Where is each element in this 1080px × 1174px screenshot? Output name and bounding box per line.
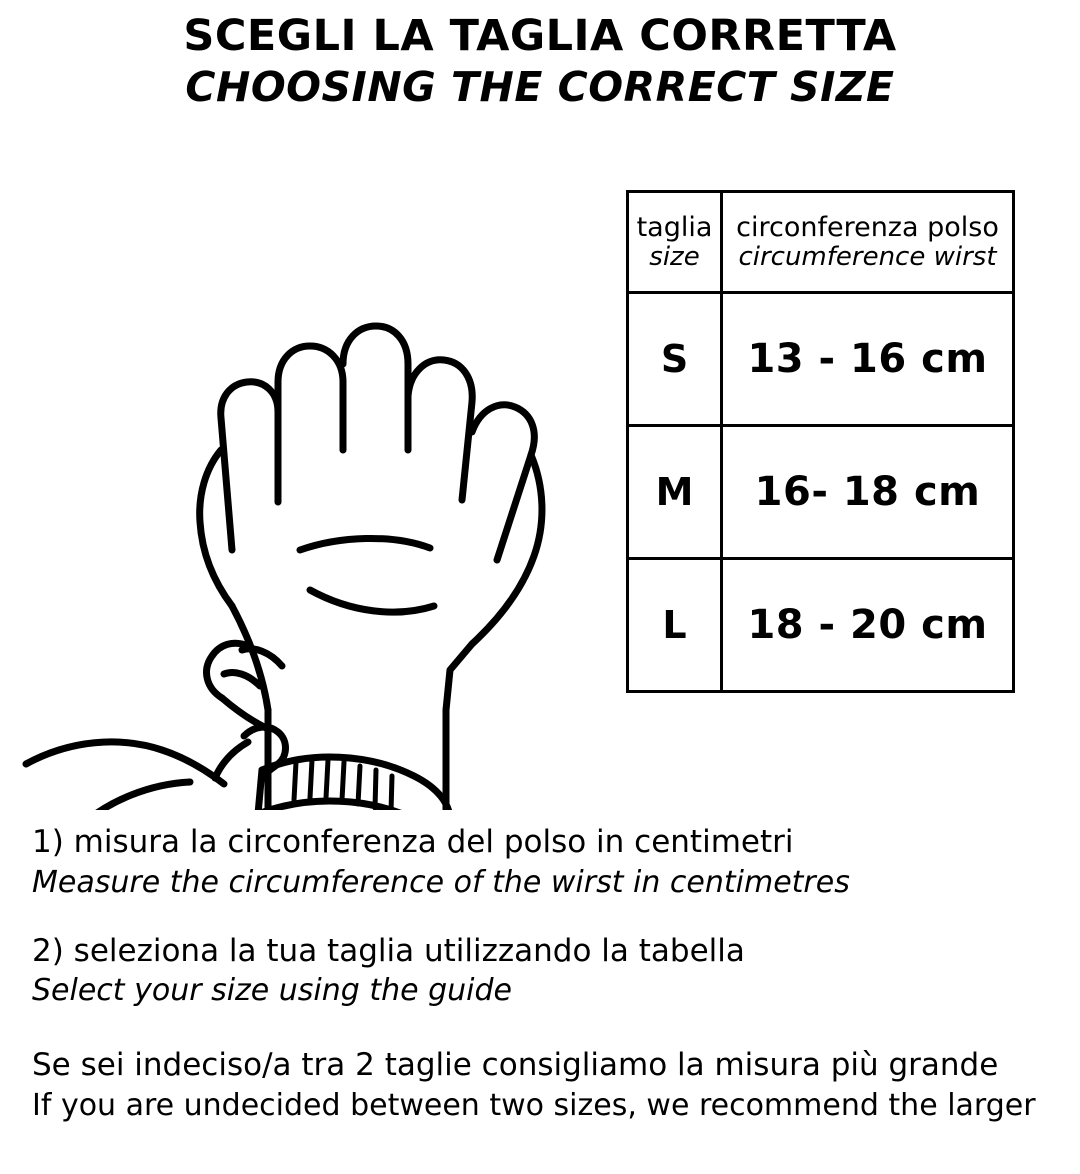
note-english: If you are undecided between two sizes, we recommend the larger (32, 1087, 1036, 1123)
size-label-s: S (628, 293, 722, 426)
header-size-italian: taglia (636, 211, 713, 243)
table-header-row (628, 192, 1014, 293)
instruction-step-1 (32, 822, 1052, 903)
circumference-value-m: 16- 18 cm (722, 426, 1014, 559)
header-cell-circumference (722, 192, 1014, 293)
page-title (0, 11, 1080, 112)
instruction-note (32, 1045, 1052, 1126)
step-2-english: Select your size using the guide (32, 973, 513, 1009)
size-label-m: M (628, 426, 722, 559)
table-row (628, 559, 1014, 692)
page-title-english: CHOOSING THE CORRECT SIZE (185, 63, 895, 112)
table-row (628, 426, 1014, 559)
step-1-italian: 1) misura la circonferenza del polso in centimetri (32, 824, 794, 860)
header-circumference-italian: circonferenza polso (736, 211, 999, 243)
header-cell-size (628, 192, 722, 293)
circumference-value-l: 18 - 20 cm (722, 559, 1014, 692)
table-row (628, 293, 1014, 426)
header-circumference-english: circumference wirst (738, 241, 997, 272)
step-1-english: Measure the circumference of the wirst in centimetres (32, 864, 850, 900)
instructions-block (32, 822, 1052, 1154)
instruction-step-2 (32, 931, 1052, 1012)
note-italian: Se sei indeciso/a tra 2 taglie consigliamo la misura più grande (32, 1047, 999, 1083)
hand-illustration-svg (10, 150, 610, 810)
size-label-l: L (628, 559, 722, 692)
step-2-italian: 2) seleziona la tua taglia utilizzando la tabella (32, 932, 745, 969)
circumference-value-s: 13 - 16 cm (722, 293, 1014, 426)
page-title-italian: SCEGLI LA TAGLIA CORRETTA (183, 11, 897, 61)
size-chart-table (626, 190, 1015, 693)
hand-measuring-wrist-illustration (10, 150, 610, 810)
header-size-english: size (649, 241, 700, 272)
